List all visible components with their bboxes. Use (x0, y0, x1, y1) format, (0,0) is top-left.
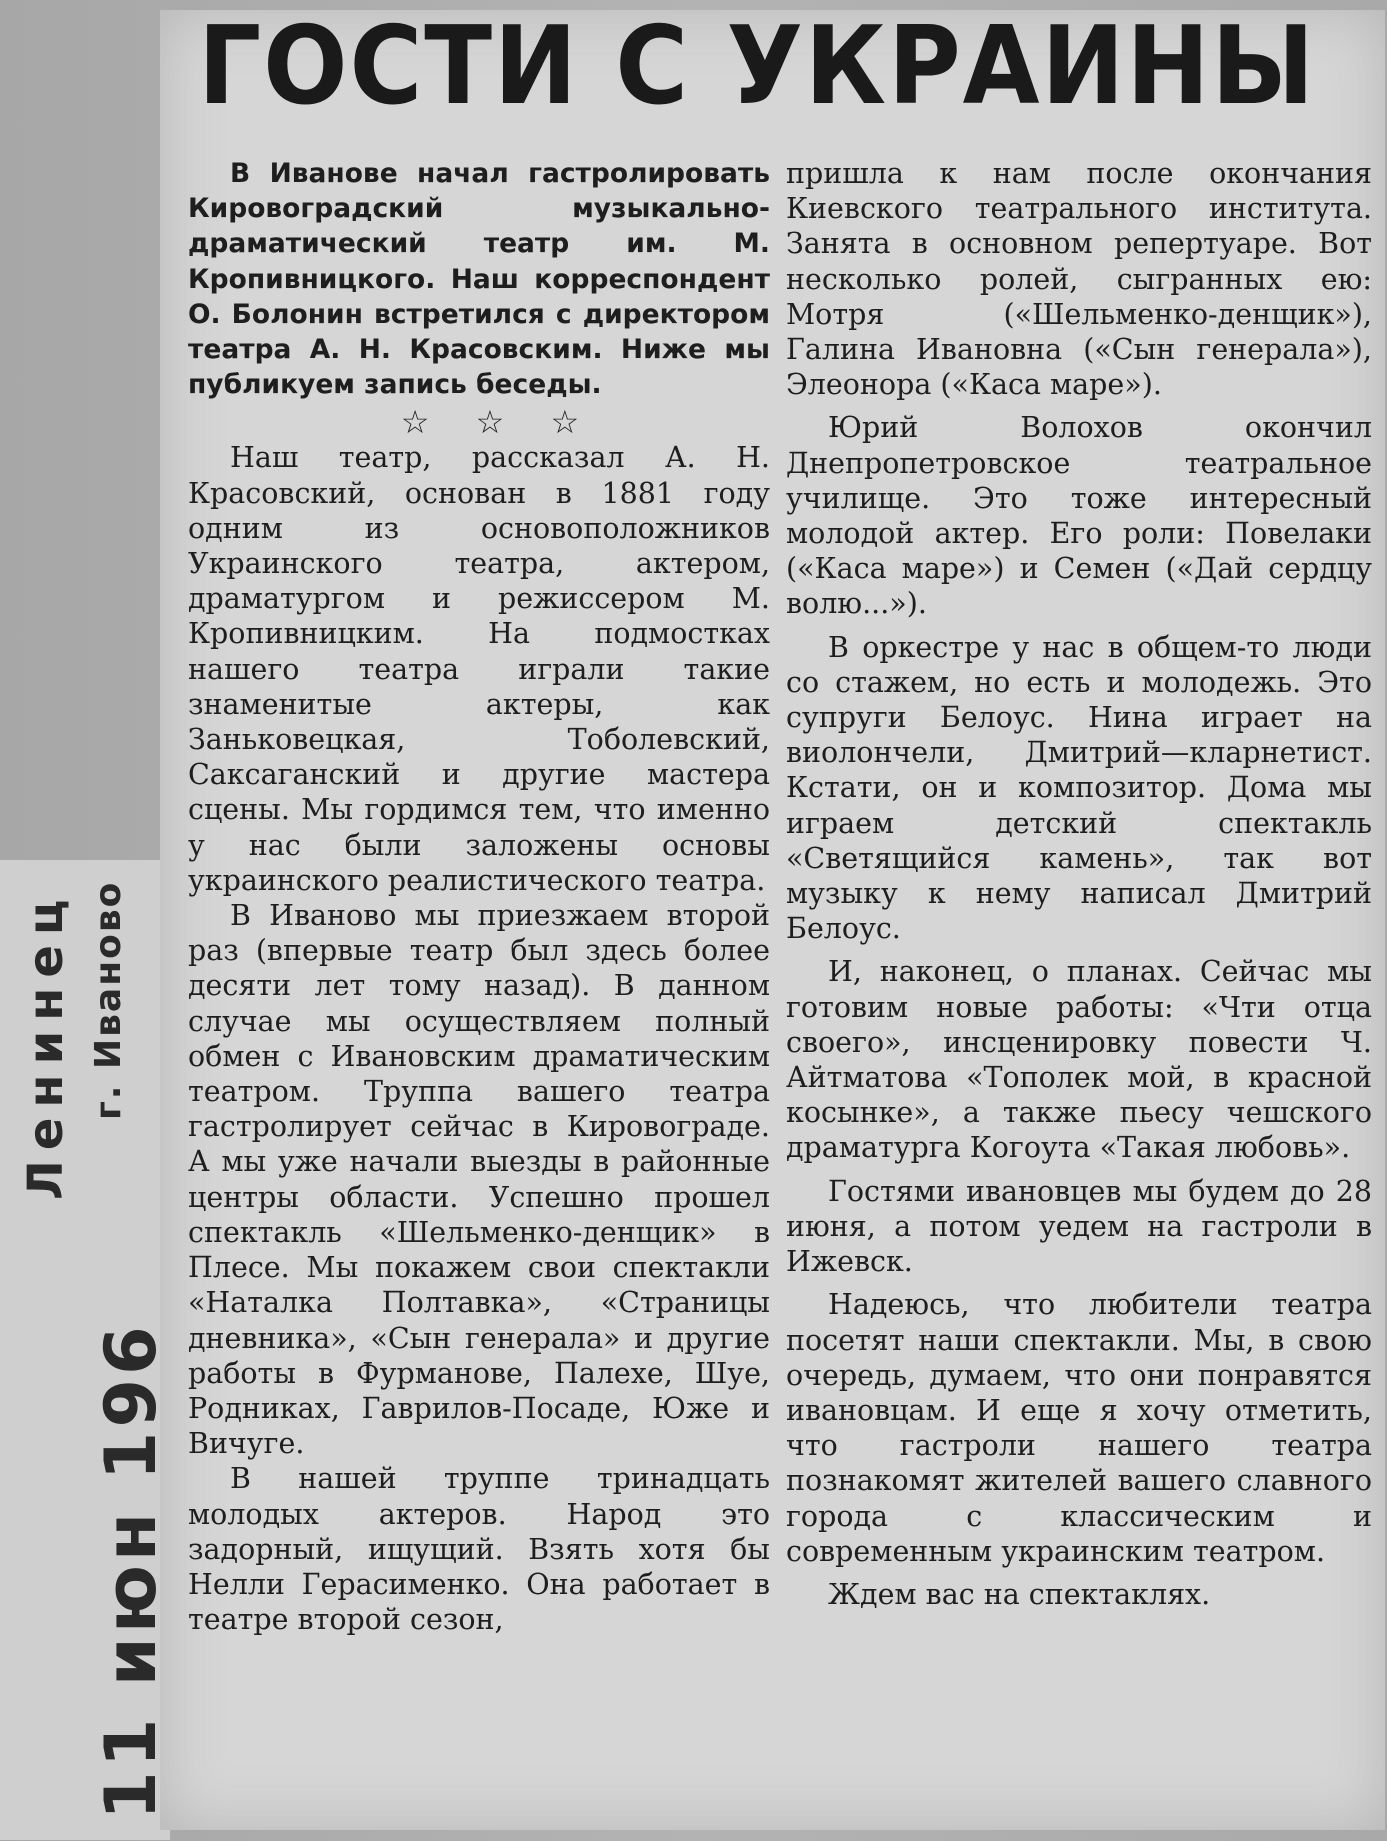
separator-stars: ☆ ☆ ☆ (400, 403, 598, 442)
paragraph: В оркестре у нас в общем-то люди со стажем, но есть и молодежь. Это супруги Белоус. Нина играет на виолончели, Дмитрий—кларнетист. Кстати, он и композитор. Дома мы играем детский спектакль «Светящийся камень», так вот музыку к нему написал Дмитрий Белоус. (786, 630, 1372, 946)
paragraph: Юрий Волохов окончил Днепропетровское театральное училище. Это тоже интересный молодой актер. Его роли: Повелаки («Каса маре») и Семен («Дай сердцу волю...»). (786, 411, 1372, 621)
city-stamp: г. Иваново (88, 880, 129, 1120)
headline: ГОСТИ С УКРАИНЫ (198, 4, 1317, 129)
paragraph: Наш театр, рассказал А. Н. Красовский, основан в 1881 году одним из основоположников Украинского театра, актером, драматургом и режиссером М. Кропивницким. На подмостках нашего театра играли такие знаменитые актеры, как Заньковецкая, Тоболевский, Саксаганский и другие мастера сцены. Мы гордимся тем, что именно у нас были заложены основы украинского реалистического театра. (188, 441, 770, 897)
paragraph: пришла к нам после окончания Киевского театрального института. Занята в основном репертуаре. Вот несколько ролей, сыгранных ею: Мотря («Шельменко-денщик»), Галина Ивановна («Сын генерала»), Элеонора («Каса маре»). (786, 157, 1372, 402)
paragraph-closing: Ждем вас на спектаклях. (828, 1577, 1211, 1611)
date-stamp: 11 июн 196 (90, 1322, 172, 1820)
paragraph: В Иваново мы приезжаем второй раз (впервые театр был здесь более десяти лет тому назад). В данном случае мы осуществляем полный обмен с Ивановским драматическим театром. Труппа вашего театра гастролирует сейчас в Кировограде. А мы уже начали выезды в районные центры области. Успешно прошел спектакль «Шельменко-денщик» в Плесе. Мы покажем свои спектакли «Наталка Полтавка», «Страницы дневника», «Сын генерала» и другие работы в Фурманове, Палехе, Шуе, Родниках, Гаврилов-Посаде, Юже и Вичуге. (188, 899, 770, 1461)
column-right (786, 156, 1372, 1612)
lead-paragraph: В Иванове начал гастролировать Кировоградский музыкально-драматический театр им. М. Кропивницкого. Наш корреспондент О. Болонин встретился с директором театра А. Н. Красовским. Ниже мы публикуем запись беседы. (188, 158, 770, 401)
paragraph: В нашей труппе тринадцать молодых актеров. Народ это задорный, ищущий. Взять хотя бы Нелли Герасименко. Она работает в театре второй сезон, (188, 1462, 770, 1637)
newspaper-name-stamp: Ленинец (18, 889, 74, 1200)
column-left (188, 156, 770, 1637)
paragraph: Надеюсь, что любители театра посетят наши спектакли. Мы, в свою очередь, думаем, что они понравятся ивановцам. И еще я хочу отметить, что гастроли нашего театра познакомят жителей вашего славного города с классическим и современным украинским театром. (786, 1288, 1372, 1568)
paragraph: И, наконец, о планах. Сейчас мы готовим новые работы: «Чти отца своего», инсценировку повести Ч. Айтматова «Тополек мой, в красной косынке», а также пьесу чешского драматурга Когоута «Такая любовь». (786, 955, 1372, 1165)
paragraph: Гостями ивановцев мы будем до 28 июня, а потом уедем на гастроли в Ижевск. (786, 1174, 1372, 1279)
